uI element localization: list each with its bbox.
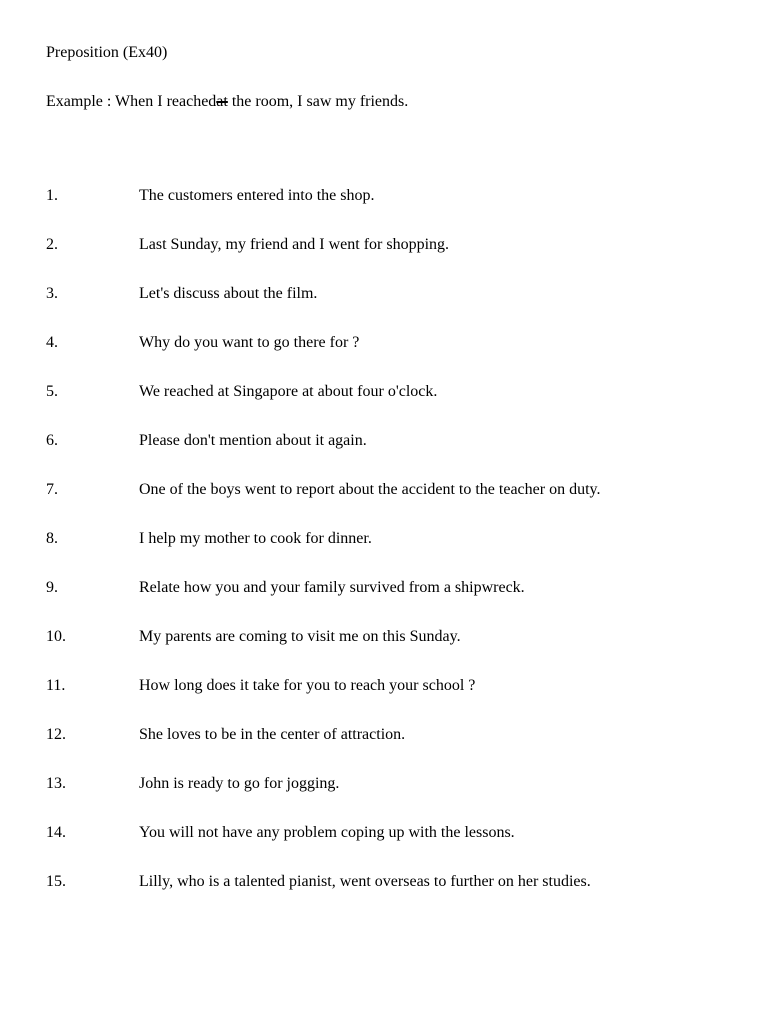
- item-sentence: She loves to be in the center of attraction.: [139, 726, 406, 743]
- list-item: [46, 824, 746, 873]
- example-line: [46, 93, 408, 111]
- item-number: 9.: [46, 579, 58, 596]
- item-number: 12.: [46, 726, 66, 743]
- list-item: [46, 334, 746, 383]
- example-text-after: the room, I saw my friends.: [231, 93, 409, 110]
- document-title: Preposition (Ex40): [46, 44, 168, 61]
- list-item: [46, 236, 746, 285]
- list-item: [46, 285, 746, 334]
- list-item: [46, 628, 746, 677]
- item-number: 13.: [46, 775, 66, 792]
- item-number: 3.: [46, 285, 58, 302]
- example-text-before: When I reached: [115, 93, 217, 110]
- item-sentence: Please don't mention about it again.: [139, 432, 367, 449]
- item-sentence: Lilly, who is a talented pianist, went overseas to further on her studies.: [139, 873, 591, 890]
- item-sentence: The customers entered into the shop.: [139, 187, 375, 204]
- list-item: [46, 775, 746, 824]
- item-sentence: John is ready to go for jogging.: [139, 775, 340, 792]
- item-sentence: We reached at Singapore at about four o'clock.: [139, 383, 438, 400]
- item-number: 7.: [46, 481, 58, 498]
- list-item: [46, 383, 746, 432]
- item-sentence: One of the boys went to report about the accident to the teacher on duty.: [139, 481, 601, 498]
- item-number: 8.: [46, 530, 58, 547]
- example-struck-word: at: [216, 93, 228, 110]
- item-sentence: Why do you want to go there for ?: [139, 334, 360, 351]
- list-item: [46, 481, 746, 530]
- item-number: 4.: [46, 334, 58, 351]
- item-sentence: Relate how you and your family survived from a shipwreck.: [139, 579, 525, 596]
- item-sentence: I help my mother to cook for dinner.: [139, 530, 372, 547]
- item-number: 14.: [46, 824, 66, 841]
- item-number: 5.: [46, 383, 58, 400]
- item-number: 10.: [46, 628, 66, 645]
- item-sentence: My parents are coming to visit me on this Sunday.: [139, 628, 461, 645]
- item-number: 6.: [46, 432, 58, 449]
- exercise-list: [46, 187, 746, 922]
- list-item: [46, 432, 746, 481]
- item-sentence: Let's discuss about the film.: [139, 285, 318, 302]
- item-number: 11.: [46, 677, 66, 694]
- list-item: [46, 726, 746, 775]
- list-item: [46, 873, 746, 922]
- item-number: 1.: [46, 187, 58, 204]
- list-item: [46, 579, 746, 628]
- item-sentence: Last Sunday, my friend and I went for shopping.: [139, 236, 450, 253]
- item-number: 2.: [46, 236, 58, 253]
- example-label: Example :: [46, 93, 112, 110]
- list-item: [46, 187, 746, 236]
- item-sentence: How long does it take for you to reach your school ?: [139, 677, 476, 694]
- list-item: [46, 530, 746, 579]
- list-item: [46, 677, 746, 726]
- item-number: 15.: [46, 873, 66, 890]
- item-sentence: You will not have any problem coping up with the lessons.: [139, 824, 515, 841]
